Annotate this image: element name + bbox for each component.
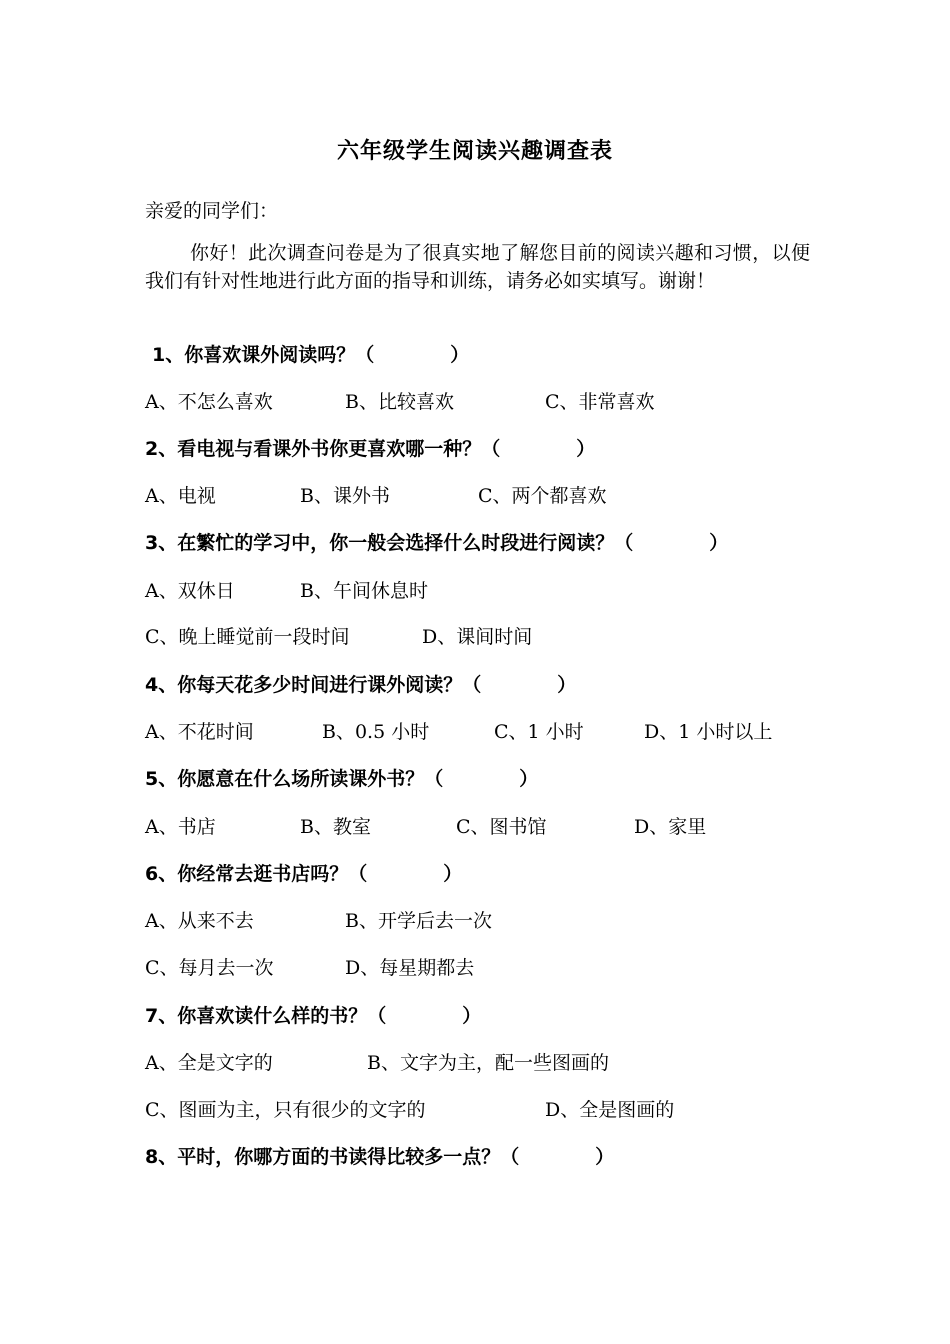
option-3d: D、课间时间 [422, 626, 533, 648]
question-6-options-row-1 [145, 906, 825, 934]
option-3b: B、午间休息时 [300, 580, 428, 602]
option-2a: A、电视 [145, 485, 216, 507]
option-1c: C、非常喜欢 [545, 391, 655, 413]
question-3-options-row-2 [145, 622, 825, 650]
question-3-options-row-1 [145, 576, 825, 604]
question-7: 7、你喜欢读什么样的书？（ ） [145, 1005, 482, 1027]
option-1a: A、不怎么喜欢 [145, 391, 273, 413]
question-6-options-row-2 [145, 953, 825, 981]
option-6b: B、开学后去一次 [345, 910, 492, 932]
question-1-options [145, 387, 825, 415]
option-7b: B、文字为主，配一些图画的 [367, 1052, 609, 1074]
option-5b: B、教室 [300, 816, 371, 838]
option-5d: D、家里 [634, 816, 707, 838]
option-6c: C、每月去一次 [145, 957, 274, 979]
intro-paragraph: 你好！此次调查问卷是为了很真实地了解您目前的阅读兴趣和习惯，以便我们有针对性地进行此方面的指导和训练，请务必如实填写。谢谢！ [145, 242, 810, 292]
question-4: 4、你每天花多少时间进行课外阅读？（ ） [145, 674, 577, 696]
greeting: 亲爱的同学们： [145, 200, 279, 222]
option-5c: C、图书馆 [456, 816, 547, 838]
question-8: 8、平时，你哪方面的书读得比较多一点？（ ） [145, 1146, 615, 1168]
option-3a: A、双休日 [145, 580, 235, 602]
option-6a: A、从来不去 [145, 910, 254, 932]
option-4c: C、1 小时 [494, 721, 584, 743]
question-7-options-row-1 [145, 1048, 825, 1076]
option-4b: B、0.5 小时 [322, 721, 430, 743]
option-4a: A、不花时间 [145, 721, 254, 743]
option-7a: A、全是文字的 [145, 1052, 273, 1074]
page-title: 六年级学生阅读兴趣调查表 [336, 139, 613, 164]
option-6d: D、每星期都去 [345, 957, 475, 979]
question-5-options [145, 812, 825, 840]
question-6: 6、你经常去逛书店吗？（ ） [145, 863, 463, 885]
option-3c: C、晚上睡觉前一段时间 [145, 626, 350, 648]
question-5: 5、你愿意在什么场所读课外书？（ ） [145, 768, 539, 790]
question-2: 2、看电视与看课外书你更喜欢哪一种？（ ） [145, 438, 596, 460]
option-7d: D、全是图画的 [545, 1099, 675, 1121]
option-7c: C、图画为主，只有很少的文字的 [145, 1099, 426, 1121]
question-3: 3、在繁忙的学习中，你一般会选择什么时段进行阅读？（ ） [145, 532, 729, 554]
option-2c: C、两个都喜欢 [478, 485, 607, 507]
option-5a: A、书店 [145, 816, 216, 838]
option-1b: B、比较喜欢 [345, 391, 454, 413]
option-4d: D、1 小时以上 [644, 721, 773, 743]
question-1: 1、你喜欢课外阅读吗？（ ） [152, 344, 470, 366]
question-2-options [145, 481, 825, 509]
option-2b: B、课外书 [300, 485, 390, 507]
question-7-options-row-2 [145, 1095, 825, 1123]
question-4-options [145, 717, 825, 745]
